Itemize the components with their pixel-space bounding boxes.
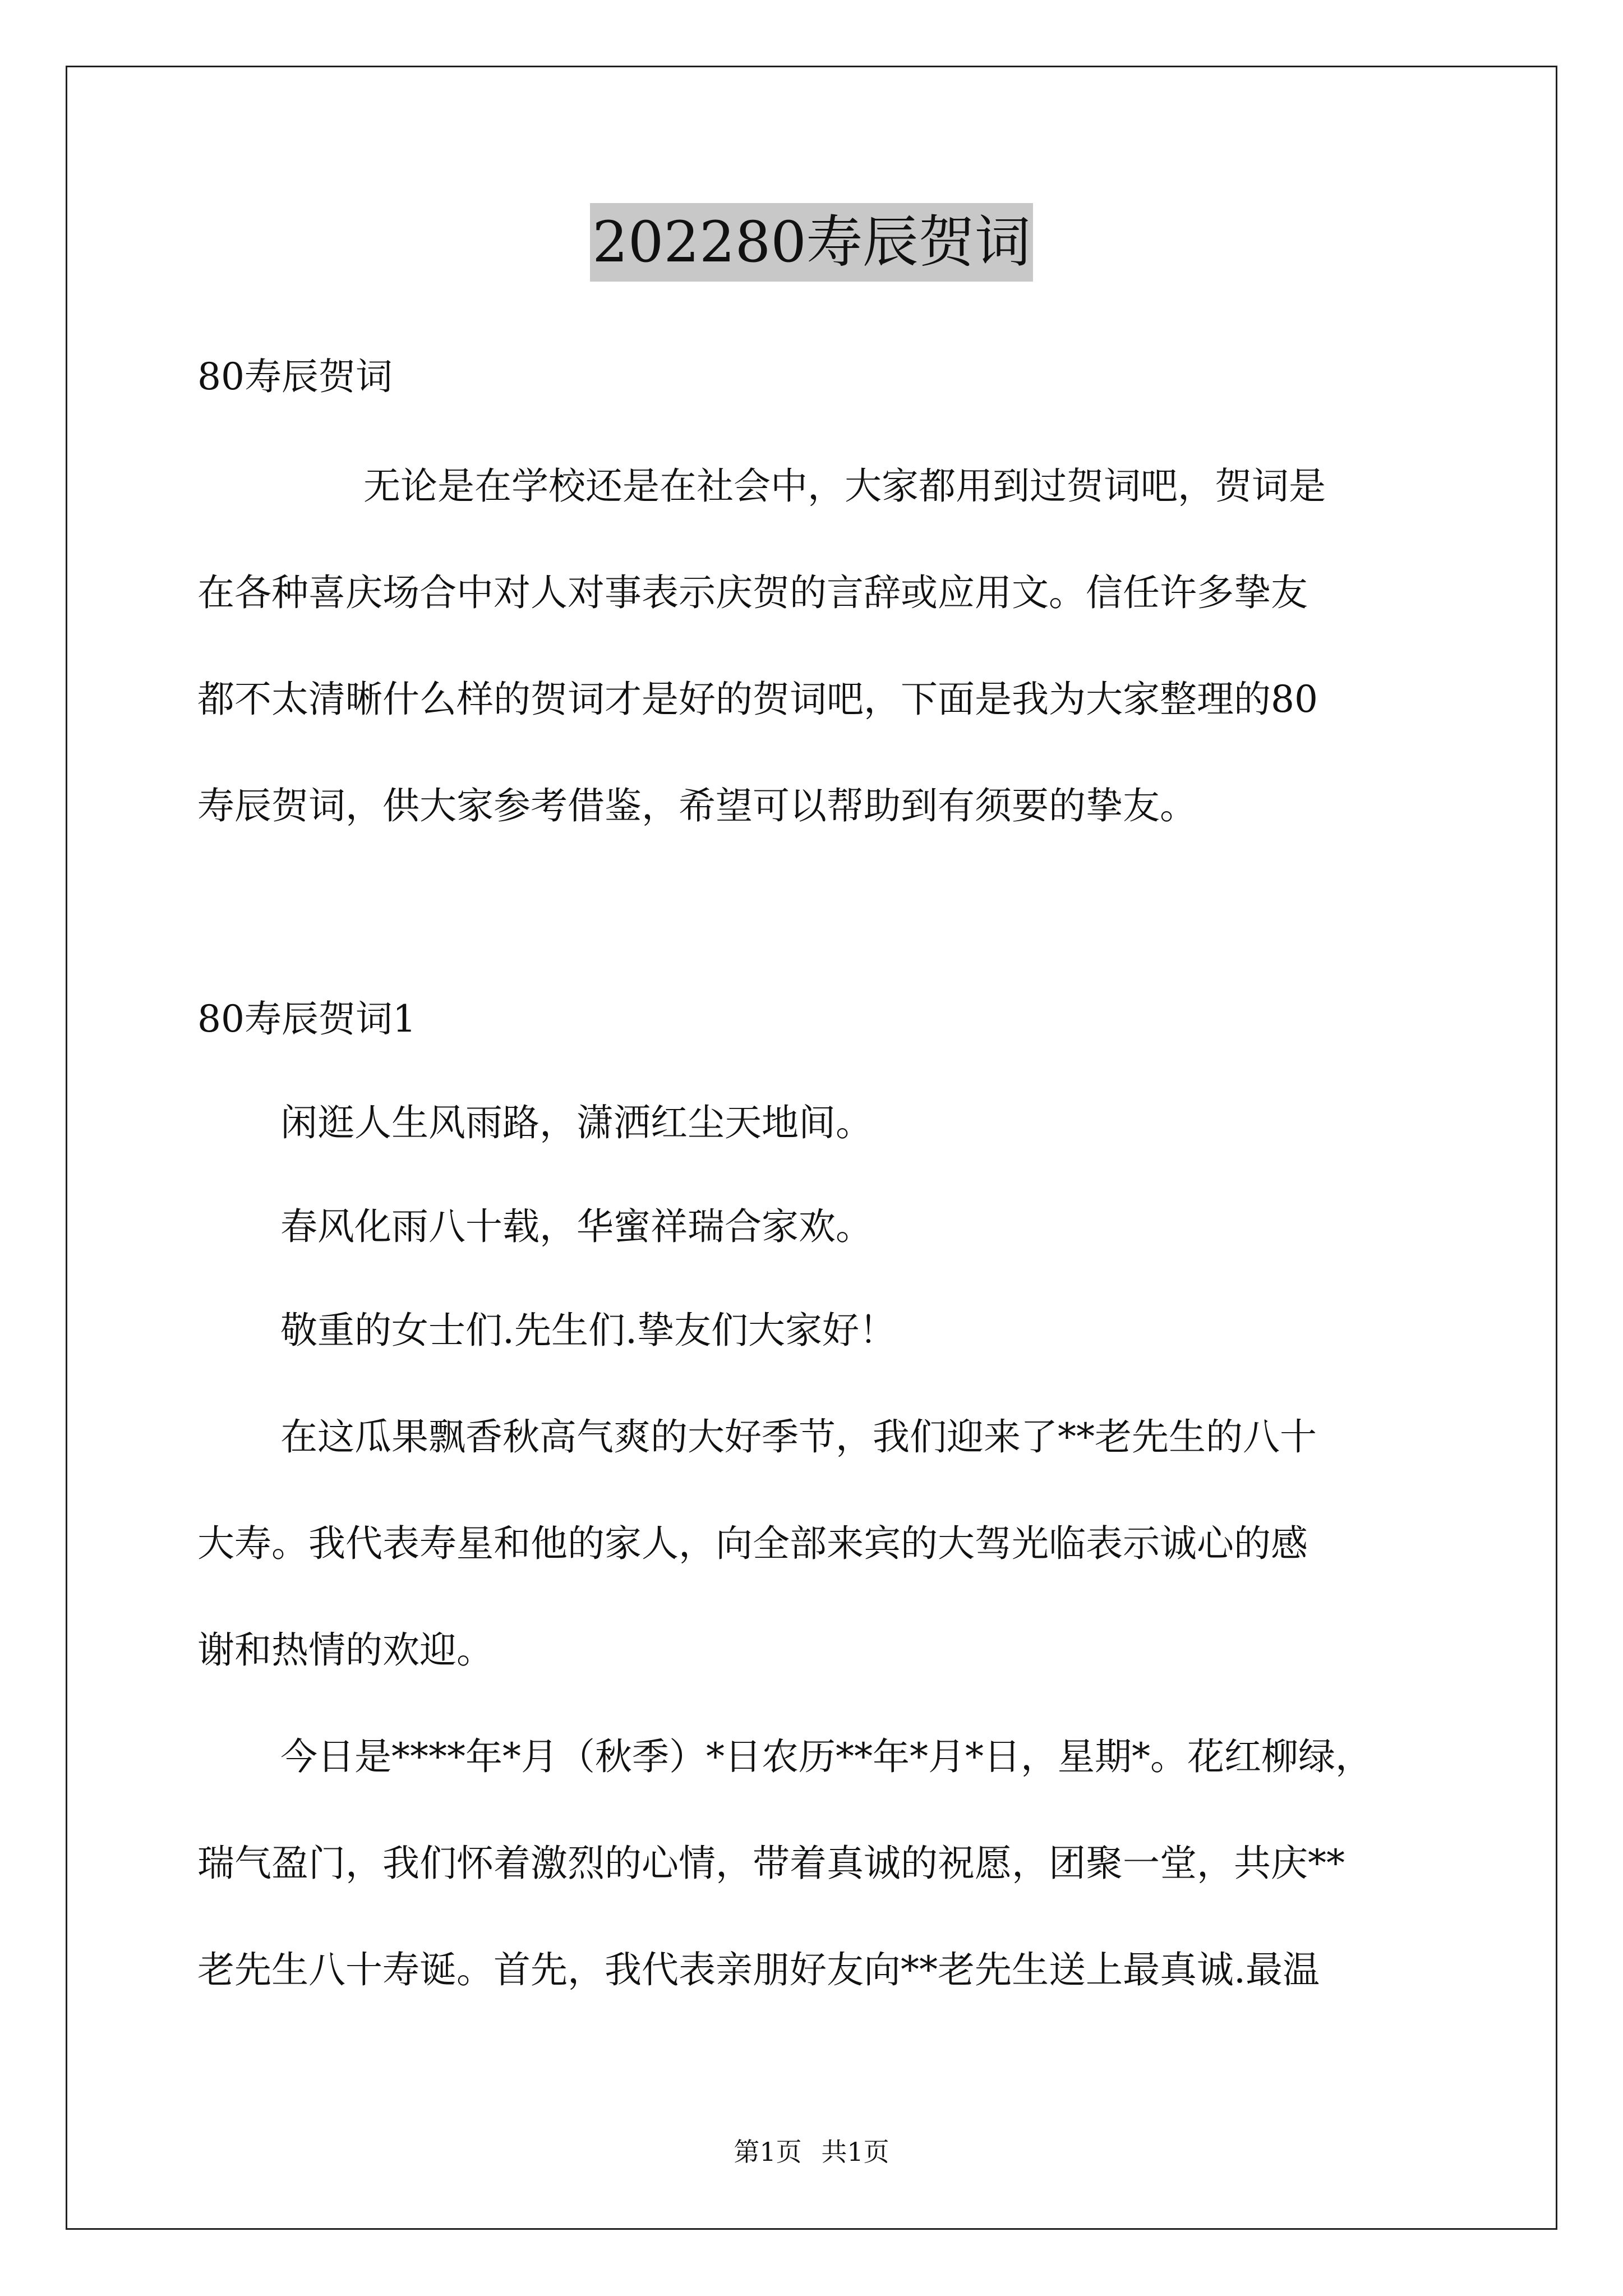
poem-line-1: 闲逛人生风雨路，潇洒红尘天地间。 [280, 1101, 873, 1144]
poem-line-2: 春风化雨八十载，华蜜祥瑞合家欢。 [280, 1205, 873, 1248]
greeting-line: 敬重的女士们.先生们.挚友们大家好！ [280, 1309, 896, 1352]
paragraph2-line-1: 今日是****年*月（秋季）*日农历**年*月*日，星期*。花红柳绿， [280, 1735, 1372, 1778]
title-container [0, 203, 1623, 282]
intro-line-1: 无论是在学校还是在社会中，大家都用到过贺词吧，贺词是 [363, 464, 1326, 508]
page-number: 第1页 [734, 2137, 802, 2167]
section-heading: 80寿辰贺词1 [197, 997, 416, 1041]
subtitle: 80寿辰贺词 [197, 355, 393, 398]
paragraph1-line-3: 谢和热情的欢迎。 [197, 1628, 494, 1672]
paragraph2-line-2: 瑞气盈门，我们怀着激烈的心情，带着真诚的祝愿，团聚一堂，共庆** [197, 1842, 1345, 1885]
document-title: 202280寿辰贺词 [590, 203, 1033, 282]
page-total: 共1页 [821, 2137, 889, 2167]
paragraph2-line-3: 老先生八十寿诞。首先，我代表亲朋好友向**老先生送上最真诚.最温 [197, 1948, 1320, 1991]
intro-line-3: 都不太清晰什么样的贺词才是好的贺词吧，下面是我为大家整理的80 [197, 678, 1318, 721]
intro-line-2: 在各种喜庆场合中对人对事表示庆贺的言辞或应用文。信任许多挚友 [197, 571, 1308, 614]
intro-line-4: 寿辰贺词，供大家参考借鉴，希望可以帮助到有须要的挚友。 [197, 784, 1197, 827]
paragraph1-line-2: 大寿。我代表寿星和他的家人，向全部来宾的大驾光临表示诚心的感 [197, 1522, 1308, 1565]
paragraph1-line-1: 在这瓜果飘香秋高气爽的大好季节，我们迎来了**老先生的八十 [280, 1415, 1317, 1458]
page-footer [0, 2135, 1623, 2169]
